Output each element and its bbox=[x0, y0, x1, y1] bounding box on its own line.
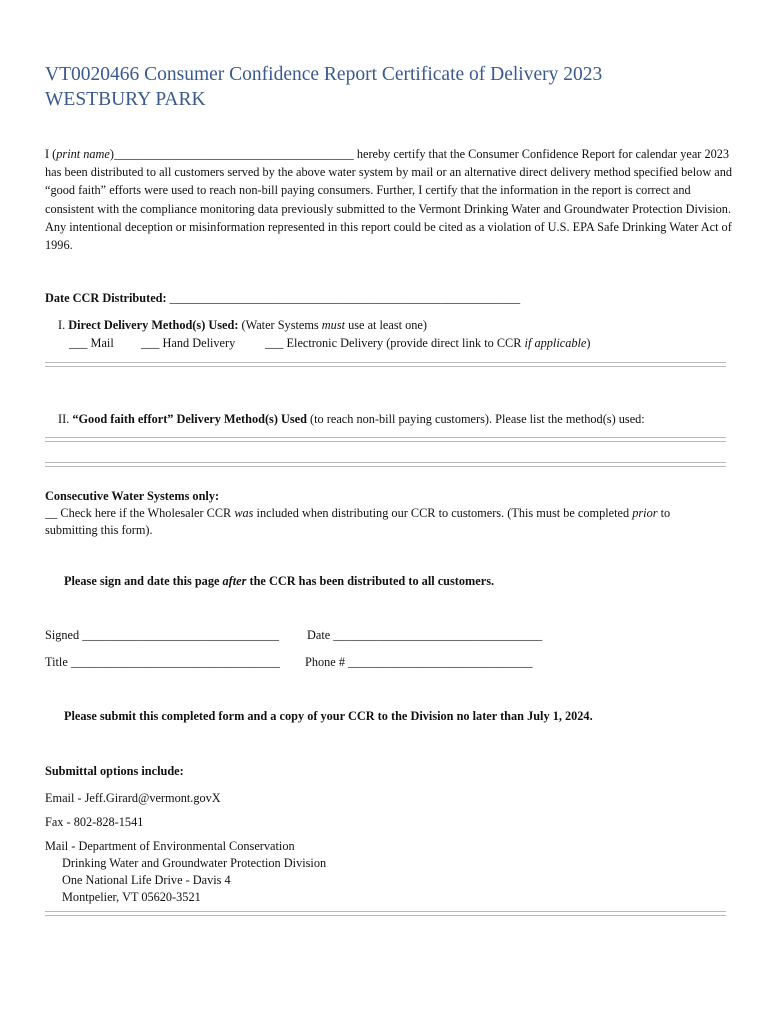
cert-prefix: I ( bbox=[45, 147, 57, 161]
print-name-field[interactable]: )_______________________________________ bbox=[109, 147, 354, 161]
date-distributed-row bbox=[45, 290, 520, 306]
wholesaler-text-was: was bbox=[234, 506, 254, 520]
mail-address-line-3: Montpelier, VT 05620-3521 bbox=[62, 890, 201, 904]
submittal-heading: Submittal options include: bbox=[45, 764, 184, 778]
section-2-number: II. bbox=[58, 412, 73, 426]
electronic-label-b: ) bbox=[586, 336, 591, 350]
submittal-mail: Mail - Department of Environmental Conservation bbox=[45, 839, 295, 853]
section-1-note-b: use at least one) bbox=[345, 318, 427, 332]
signed-field[interactable]: Signed ________________________________ bbox=[45, 628, 279, 642]
electronic-label-a: ___ Electronic Delivery (provide direct link to CCR bbox=[265, 336, 525, 350]
divider bbox=[45, 437, 726, 442]
electronic-label-if: if applicable bbox=[524, 336, 587, 350]
section-2-title: “Good faith effort” Delivery Method(s) Used bbox=[72, 412, 307, 426]
submit-instructions: Please submit this completed form and a copy of your CCR to the Division no later than July 1, 2024. bbox=[64, 709, 593, 723]
date-field[interactable]: Date __________________________________ bbox=[307, 628, 543, 642]
hand-delivery-option[interactable]: ___ Hand Delivery bbox=[141, 336, 236, 350]
mail-address-line-2: One National Life Drive - Davis 4 bbox=[62, 873, 231, 887]
title-line-2: WESTBURY PARK bbox=[45, 89, 206, 110]
wholesaler-text-a: __ Check here if the Wholesaler CCR bbox=[45, 506, 235, 520]
wholesaler-text-line-2: submitting this form). bbox=[45, 523, 153, 537]
title-line-1: VT0020466 Consumer Confidence Report Certificate of Delivery 2023 bbox=[45, 64, 603, 85]
divider bbox=[45, 362, 726, 367]
print-name-label: print name bbox=[56, 147, 110, 161]
mail-option[interactable]: ___ Mail bbox=[69, 336, 114, 350]
sign-text-a: Please sign and date this page bbox=[64, 574, 223, 588]
page-title bbox=[45, 62, 735, 112]
sign-instructions bbox=[64, 573, 494, 589]
phone-field[interactable]: Phone # ______________________________ bbox=[305, 655, 533, 669]
submittal-fax: Fax - 802-828-1541 bbox=[45, 815, 144, 829]
section-1-heading bbox=[58, 317, 427, 333]
section-1-number: I. bbox=[58, 318, 69, 332]
title-field[interactable]: Title __________________________________ bbox=[45, 655, 280, 669]
wholesaler-text-prior: prior bbox=[632, 506, 658, 520]
consecutive-heading: Consecutive Water Systems only: bbox=[45, 489, 220, 503]
section-2-note: (to reach non-bill paying customers). Please list the method(s) used: bbox=[306, 412, 645, 426]
wholesaler-text-b: included when distributing our CCR to customers. (This must be completed bbox=[253, 506, 633, 520]
divider bbox=[45, 462, 726, 467]
cert-text: hereby certify that the Consumer Confidence Report for calendar year 2023 has been distributed to all customers served by the above water system by mail or an alternative direct delivery method specified below and “good faith” efforts were used to reach non-bill paying consumers. Further, I certify that the information in the report is correct and consistent with the compliance monitoring data previously submitted to the Vermont Drinking Water and Groundwater Protection Division. Any intentional deception or misinformation represented in this report could be cited as a violation of U.S. EPA Safe Drinking Water Act of 1996. bbox=[45, 147, 733, 253]
section-1-title: Direct Delivery Method(s) Used: bbox=[68, 318, 239, 332]
sign-text-after: after bbox=[222, 574, 247, 588]
divider bbox=[45, 911, 726, 916]
submittal-email: Email - Jeff.Girard@vermont.govX bbox=[45, 791, 221, 805]
certification-paragraph bbox=[45, 145, 733, 254]
electronic-delivery-option[interactable] bbox=[265, 335, 590, 351]
wholesaler-text-c: to bbox=[657, 506, 671, 520]
date-distributed-label: Date CCR Distributed: bbox=[45, 291, 170, 305]
wholesaler-check-row[interactable] bbox=[45, 505, 670, 521]
sign-text-b: the CCR has been distributed to all customers. bbox=[246, 574, 495, 588]
section-2-heading bbox=[58, 411, 645, 427]
section-1-note-a: (Water Systems bbox=[238, 318, 322, 332]
section-1-note-must: must bbox=[321, 318, 346, 332]
mail-address-line-1: Drinking Water and Groundwater Protection Division bbox=[62, 856, 327, 870]
date-distributed-field[interactable]: _________________________________________________________ bbox=[169, 291, 521, 305]
